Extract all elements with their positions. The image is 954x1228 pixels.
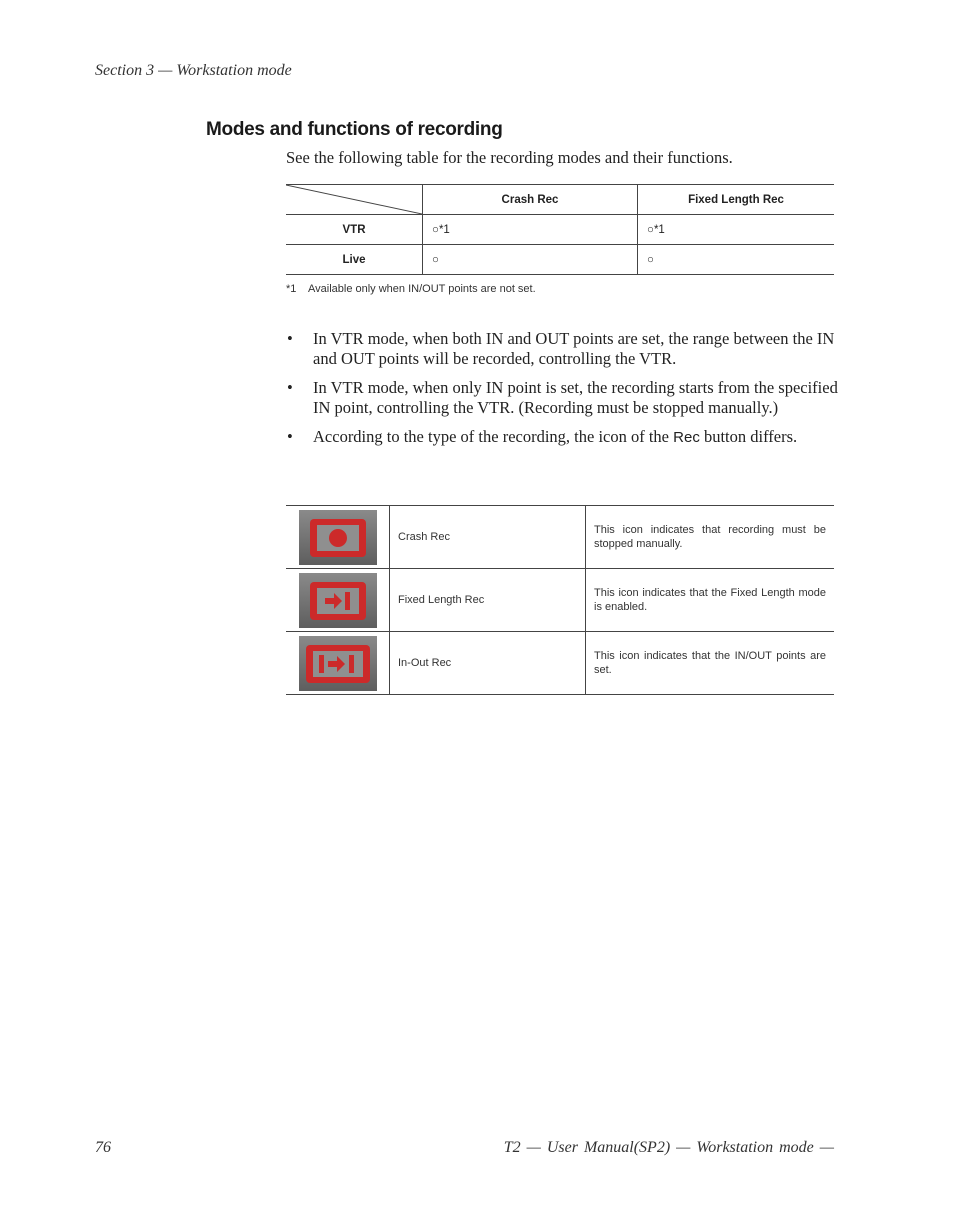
bullet-text: button differs. [699,427,798,446]
running-foot: T2 — User Manual(SP2) — Workstation mode — [503,1139,834,1156]
list-item [286,329,838,369]
cell-vtr-fixed-length-rec: ○*1 [638,215,835,245]
footnote-mark: *1 [286,283,297,295]
table-row [286,506,834,569]
icon-name: Crash Rec [390,506,586,569]
bullet-text: According to the type of the recording, the icon of the [313,427,674,446]
fixed-length-rec-icon [299,573,377,628]
diagonal-corner-cell [286,185,423,215]
row-label-vtr: VTR [286,215,423,245]
icon-name: Fixed Length Rec [390,569,586,632]
table-row [286,569,834,632]
rec-button-label: Rec [673,429,700,446]
icon-cell [286,506,390,569]
intro-text: See the following table for the recording modes and their functions. [286,148,733,167]
rec-icons-table [286,505,834,695]
list-item [286,427,838,448]
bullet-text: In VTR mode, when only IN point is set, the recording starts from the specified IN point, controlling the VTR. (Recording must be stopped manually.) [313,378,838,417]
in-out-rec-icon [299,636,377,691]
table-row [286,215,834,245]
footnote [286,283,536,295]
bullet-text: In VTR mode, when both IN and OUT points are set, the range between the IN and OUT points will be recorded, controlling the VTR. [313,329,835,368]
col-header-crash-rec: Crash Rec [423,185,638,215]
icon-description: This icon indicates that the IN/OUT points are set. [586,632,835,695]
cell-live-fixed-length-rec: ○ [638,245,835,275]
modes-table-header-row [286,185,834,215]
running-head: Section 3 — Workstation mode [95,62,292,79]
crash-rec-icon [299,510,377,565]
bullet-icon: • [287,329,293,348]
list-item [286,378,838,418]
modes-table [286,184,834,275]
icon-description: This icon indicates that recording must be stopped manually. [586,506,835,569]
table-row [286,632,834,695]
row-label-live: Live [286,245,423,275]
bullet-list [286,329,838,457]
icon-cell [286,569,390,632]
cell-live-crash-rec: ○ [423,245,638,275]
page-number: 76 [95,1139,111,1156]
cell-vtr-crash-rec: ○*1 [423,215,638,245]
diagonal-line [286,185,422,214]
section-heading: Modes and functions of recording [206,119,503,140]
col-header-fixed-length-rec: Fixed Length Rec [638,185,835,215]
table-row [286,245,834,275]
icon-name: In-Out Rec [390,632,586,695]
icon-description: This icon indicates that the Fixed Length mode is enabled. [586,569,835,632]
bullet-icon: • [287,427,293,446]
footnote-text: Available only when IN/OUT points are not set. [308,283,536,295]
icon-cell [286,632,390,695]
bullet-icon: • [287,378,293,397]
